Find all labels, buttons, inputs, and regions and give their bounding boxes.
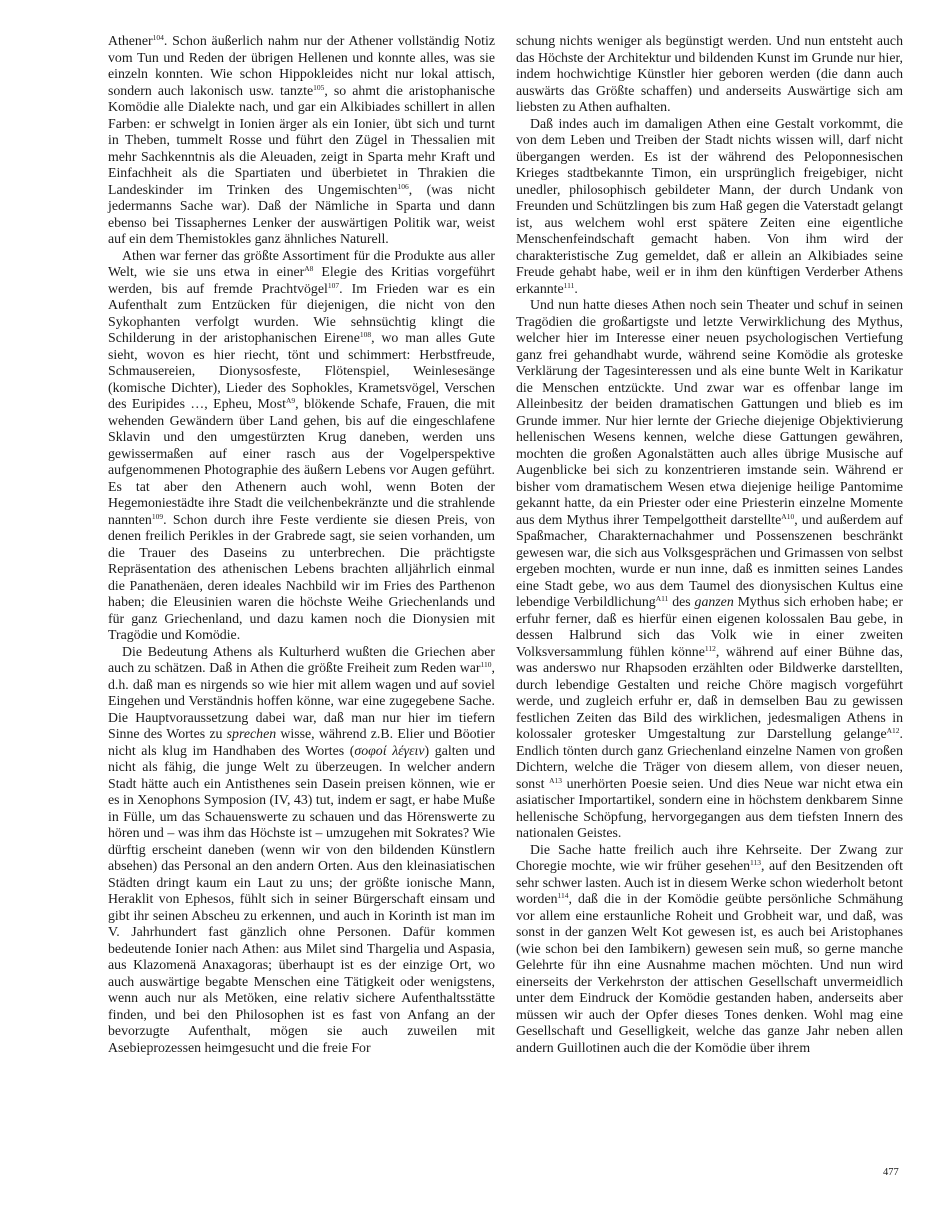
footnote-marker: A9: [285, 396, 296, 405]
paragraph: [516, 842, 903, 1057]
footnote-marker: A12: [886, 726, 900, 735]
text-run: ) galten und nicht als fähig, die junge Welt zu überzeugen. In welcher andern Stadt hätte auch ein Antisthenes sein Dasein preisen können, wie er es in Xenophons Symposion (IV, 43) tut, indem er sagt, er habe Muße in Fülle, um das Schauenswerte zu schauen und das Hörenswerte zu hören und – was ihm das Höchste ist – umzugehen mit Sokrates? Wie dürftig erscheint daneben (wenn wir von den bildenden Künstlern absehen) das Personal an den andern Orten. Aus den kleinasiatischen Städten dringt kaum ein Laut zu uns; der größte ionische Mann, Heraklit von Ephesos, fühlt sich in seiner Bürgerschaft einsam und gibt ihr seinen Abscheu zu erkennen, und auch in Korinth ist man im V. Jahrhundert fast gänzlich ohne Personen. Dafür kommen bedeutende Ionier nach Athen: aus Milet sind Thargelia und Aspasia, aus Klazomenä Anaxagoras; überhaupt ist es der einzige Ort, wo auch auswärtige begabte Menschen eine Tätigkeit oder wenigstens, wenn auch nur als Metöken, eine relativ sichere Aufenthaltsstätte finden, und bei den Philosophen ist es fast von Anfang an der bevorzugte Aufenthalt, mögen sie auch zuweilen mit Asebieprozessen heimgesucht und die freie For: [108, 742, 495, 1055]
text-run: , so ahmt die aristophanische Komödie alle Dialekte nach, und gar ein Alkibiades schillert in allen Farben: er schwelgt in Ionien ärger als ein Ionier, übt sich und turnt in Theben, tummelt Rosse und führt den Zügel in Thessalien mit mehr Sachkenntnis als die Aleuaden, zeigt in Sparta mehr Kraft und Einfachheit als die Spartiaten und überbietet in Thrakien die Landeskinder im Trinken des Ungemischten: [108, 82, 495, 197]
text-run: , auf den Besitzenden oft sehr schwer lasten. Auch ist in diesem Werke schon wiederholt betont worden: [516, 858, 903, 906]
footnote-marker: A13: [549, 775, 563, 785]
text-run: unerhörten Poesie seien. Und dies Neue war nicht etwa ein asiatischer Importartikel, sondern eine in höchstem denkbarem Sinne hellenische Schöpfung, hervorgegangen aus dem tiefsten Innern des nationalen Geistes.: [516, 775, 904, 840]
text-run: Athener: [108, 33, 153, 48]
text-run: , und außerdem auf Spaßmacher, Charakternachahmer und Possenszenen beschränkt gewesen war, die sich aus Volksgesprächen und Grimassen von selbst ergeben mochten, wurde er nun inne, daß es inmitten seines Landes eine Stadt gebe, wo aus dem Taumel des dionysischen Kultus eine lebendige Verbildlichung: [516, 511, 903, 609]
text-run: , während auf einer Bühne das, was anderswo nur Rhapsoden erzählten oder Bildwerke darstellten, durch lebendige Gestalten und reiche Chöre magisch vorgeführt werde, und zugleich erfuhr er, daß in demselben Bau zu gewissen festlichen Zeiten das Bild des wirklichen, jedesmaligen Athens in kolossaler grotesker Umgestaltung zur Darstellung gelange: [516, 643, 903, 741]
text-run: Elegie des Kritias vorgeführt werden, bis auf fremde Prachtvögel: [108, 264, 495, 296]
right-text-column: [516, 33, 903, 1056]
footnote-marker: 107: [327, 280, 340, 290]
footnote-marker: 109: [151, 511, 164, 521]
footnote-marker: A10: [781, 511, 795, 521]
left-text-column: [108, 33, 495, 1056]
text-run: Die Sache hatte freilich auch ihre Kehrseite. Der Zwang zur Choregie mochte, wie wir früher gesehen: [516, 841, 903, 873]
text-run: des: [668, 594, 695, 609]
footnote-marker: 104: [152, 33, 164, 42]
text-run: Athen war ferner das größte Assortiment für die Produkte aus aller Welt, wie sie uns etwa in einer: [108, 247, 495, 279]
text-run: , daß die in der Komödie geübte persönliche Schmähung vor allem eine erstaunliche Roheit und Grobheit war, und daß, was sonst in der ganzen Welt Kot gewesen ist, es auch bei Aristophanes (wie schon bei den Iambikern) gewesen sein muß, so gerne manche Gelehrte für ihn eine Ausnahme machen möchten. Und nun wird einerseits der Verkehrston der attischen Gesellschaft unvermeidlich unter dem Eindruck der Komödie gestanden haben, anderseits aber müssen wir auch der Opfer dieses Tones denken. Wohl mag eine Gesellschaft und Geselligkeit, welche das ganze Jahr neben allen andern Guillotinen auch die der Komödie über ihrem: [516, 891, 903, 1055]
text-run: , wo man alles Gute sieht, wovon es hier riecht, tönt und schimmert: Herbstfreude, Schmausereien, Dionysosfeste, Flötenspiel, Weinlesesänge (komische Dichter), Lieder des Sophokles, Krametsvögel, Verschen des Euripides …, Epheu, Most: [108, 330, 495, 411]
paragraph: [516, 297, 903, 842]
paragraph: [108, 33, 495, 248]
footnote-marker: 106: [397, 181, 409, 191]
text-run: wisse, während z.B. Elier und Böotier nicht als klug im Handhaben des Wortes (: [108, 726, 496, 758]
text-run: , (was nicht jedermanns Sache war). Daß der Nämliche in Sparta und dann ebenso bei Tissaphernes Lenker der auswärtigen Politik war, weist auf ein dem Themistokles ganz ähnliches Naturell.: [108, 181, 495, 246]
footnote-marker: 114: [557, 891, 569, 900]
emphasis-text: σοφοί λέγειν: [354, 742, 425, 758]
footnote-marker: A8: [304, 264, 314, 273]
text-run: , blökende Schafe, Frauen, die mit wehenden Gewändern über Land gehen, bis auf die eingeschlafene Sklavin und den umgestürzten Krug daneben, werden uns gewissermaßen auf einer rasch aus der Vogelperspektive aufgenommenen Photographie des äußern Lebens vor Augen geführt. Es tat aber den Athenern auch wohl, wenn Boten der Hegemoniestädte ihre Stadt die veilchenbekränzte und die strahlende nannten: [108, 396, 495, 527]
page-number: 477: [883, 1167, 899, 1178]
emphasis-text: ganzen: [694, 594, 734, 609]
paragraph: [108, 248, 495, 644]
text-run: Mythus sich erhoben habe; er erfuhr ferner, daß es hierfür einen eigenen kolossalen Bau gebe, in dessen Halbrund sich das Volk wie in einer zweiten Volksversammlung fühlen könne: [516, 594, 903, 659]
footnote-marker: 110: [480, 660, 492, 669]
text-run: , d.h. daß man es nirgends so wie hier mit allem wagen und auf soviel Eingehen und Verständnis hoffen könne, war eine zugegebene Sache. Die Hauptvoraussetzung dabei war, daß man nur hier im tiefern Sinne des Wortes zu: [108, 660, 495, 741]
footnote-marker: A11: [655, 594, 669, 603]
text-run: . Endlich tönten durch ganz Griechenland einzelne Namen von großen Dichtern, welche die Träger von diesem allem, von dieser neuen, sonst: [516, 726, 903, 791]
text-run: Und nun hatte dieses Athen noch sein Theater und schuf in seinen Tragödien die großartigste und letzte Verwirklichung des Mythus, welcher hier im Interesse einer neuen psychologischen Vertiefung ganz frei gehandhabt wurde, während seine Komödie als groteske Verklärung der Tagesinteressen und als eine bunte Welt in Karikatur die Menschen entzückte. Und zwar war es offenbar lange im Alleinbesitz der beiden dramatischen Gattungen und blieb es im Grunde immer. Nur hier lernte der Grieche diejenige Objektivierung hellenischen Wesens kennen, welche diese Gattungen gewähren, mochten die großen Agonalstätten auch alles übrige Musische auf Augenblicke bei sich zu konzentrieren imstande sein. Während er bisher vom dramatischem Wesen etwa diejenige heilige Pantomime gekannt hatte, da ein Priester oder eine Priesterin einzelne Momente aus dem Mythus ihrer Tempelgottheit darstellte: [516, 297, 903, 527]
paragraph: [516, 116, 903, 298]
footnote-marker: 112: [704, 643, 716, 653]
text-run: . Schon durch ihre Feste verdiente sie diesen Preis, von denen freilich Perikles in der Grabrede sagt, sie seien vorhanden, um die Trauer des Daseins zu unterbrechen. Die prächtigste Repräsentation des athenischen Lebens brachten alljährlich einmal die Panathenäen, deren ideales Nachbild wir im Fries des Parthenon haben; die Eleusinien waren die höchste Weihe Griechenlands und für ganz Griechenland, und dazu kamen noch die Dionysien mit Tragödie und Komödie.: [108, 511, 495, 642]
text-run: schung nichts weniger als begünstigt werden. Und nun entsteht auch das Höchste der Architektur und bildenden Kunst im Grunde nur hier, indem hochwichtige Künstler hier geboren werden (die dann auch auswärts das Größte schaffen) und anderseits Auswärtige sich am liebsten zu Athen aufhalten.: [516, 33, 903, 114]
text-run: . Im Frieden war es ein Aufenthalt zum Entzücken für diejenigen, die nicht von den Sykophanten verfolgt wurden. Wie sehnsüchtig klingt die Schilderung in der aristophanischen Eirene: [108, 280, 495, 345]
emphasis-text: sprechen: [226, 726, 277, 741]
footnote-marker: 105: [313, 82, 325, 92]
text-run: Die Bedeutung Athens als Kulturherd wußten die Griechen aber auch zu schätzen. Daß in Athen die größte Freiheit zum Reden war: [108, 643, 495, 675]
paragraph: [516, 33, 903, 116]
paragraph: [108, 644, 495, 1057]
text-run: . Schon äußerlich nahm nur der Athener vollständig Notiz vom Tun und Reden der übrigen Hellenen und konnte alles, was sie einzeln konnten. Wie schon Hippokleides nicht nur lokal attisch, sondern auch lakonisch usw. tanzte: [108, 33, 495, 98]
footnote-marker: 108: [359, 330, 372, 339]
footnote-marker: 113: [750, 858, 762, 867]
footnote-marker: 111: [563, 280, 575, 290]
text-run: .: [574, 280, 578, 296]
text-run: Daß indes auch im damaligen Athen eine Gestalt vorkommt, die von dem Leben und Treiben der Stadt nichts wissen will, darf nicht übergangen werden. Es ist der während des Peloponnesischen Krieges stadtbekannte Timon, ein ursprünglich freigebiger, nicht unedler, philosophisch gebildeter Mann, der durch Undank von Freunden und Schützlingen bis zum Haß gegen die Vaterstadt gelangt ist, aus welchem wohl erst spätere Zeiten eine eigentliche Menschenfeindschaft gemacht haben. Von ihm wird der charakteristische Zug gemeldet, daß er allein an Alkibiades seine Freude gehabt habe, weil er in ihm den künftigen Verderber Athens erkannte: [516, 115, 903, 296]
